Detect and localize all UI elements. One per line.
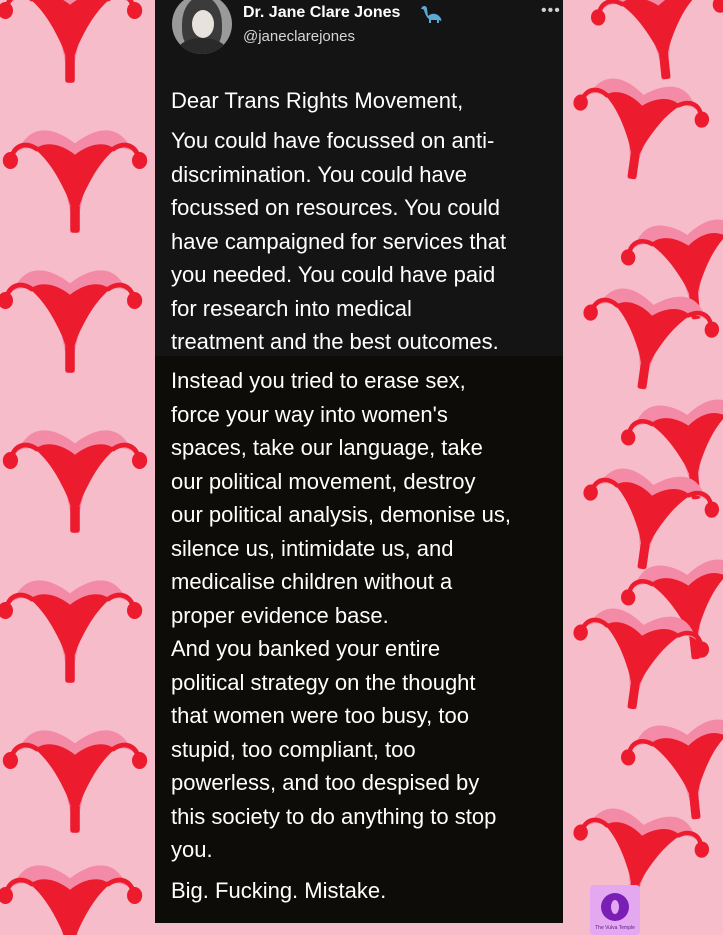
- avatar[interactable]: [172, 0, 232, 54]
- tweet-line: political strategy on the thought: [171, 669, 476, 695]
- uterus-icon: [574, 463, 723, 578]
- uterus-icon: [588, 0, 723, 86]
- tweet-line: You could have focussed on anti-: [171, 128, 495, 153]
- tweet-line: And you banked your entire: [171, 636, 441, 661]
- uterus-icon: [0, 865, 142, 935]
- tweet-line: you.: [171, 837, 213, 862]
- uterus-icon: [3, 130, 147, 232]
- uterus-icon: [3, 430, 147, 532]
- tweet-card[interactable]: [155, 0, 563, 923]
- uterus-icon: [0, 0, 142, 83]
- tweet-line: focussed on resources. You could: [171, 195, 501, 220]
- tweet-line: Instead you tried to erase sex,: [171, 368, 466, 393]
- uterus-icon: [618, 716, 723, 827]
- uterus-icon: [3, 730, 147, 832]
- uterus-icon: [574, 283, 723, 398]
- tweet-line: Dear Trans Rights Movement,: [171, 88, 464, 113]
- tweet-line: this society to do anything to stop: [171, 803, 497, 829]
- tweet-line: that women were too busy, too: [171, 703, 469, 728]
- tweet-line: discrimination. You could have: [171, 161, 467, 187]
- uterus-icon: [0, 580, 142, 682]
- tweet-line: silence us, intimidate us, and: [171, 535, 454, 561]
- author-display-name[interactable]: Dr. Jane Clare Jones: [243, 4, 401, 21]
- tweet-line: force your way into women's: [171, 401, 448, 427]
- uterus-icon: [564, 73, 713, 188]
- tweet-line: medicalise children without a: [171, 569, 453, 594]
- watermark-logo: [590, 885, 640, 935]
- sauropod-icon: [419, 4, 443, 24]
- uterus-icon: [0, 270, 142, 372]
- tweet-line: powerless, and too despised by: [171, 770, 480, 795]
- tweet-line: treatment and the best outcomes.: [171, 329, 499, 354]
- more-options-button[interactable]: •••: [541, 2, 561, 19]
- author-handle[interactable]: @janeclarejones: [243, 28, 355, 45]
- tweet-line: Big. Fucking. Mistake.: [171, 878, 387, 903]
- vulva-icon: [601, 893, 629, 921]
- tweet-line: spaces, take our language, take: [171, 435, 483, 460]
- tweet-line: have campaigned for services that: [171, 228, 507, 254]
- tweet-line: stupid, too compliant, too: [171, 736, 416, 762]
- tweet-line: you needed. You could have paid: [171, 262, 496, 287]
- watermark-text: The Vulva Temple: [595, 925, 635, 931]
- tweet-line: our political analysis, demonise us,: [171, 502, 511, 527]
- tweet-line: for research into medical: [171, 295, 412, 321]
- tweet-line: our political movement, destroy: [171, 468, 476, 494]
- tweet-line: proper evidence base.: [171, 602, 389, 628]
